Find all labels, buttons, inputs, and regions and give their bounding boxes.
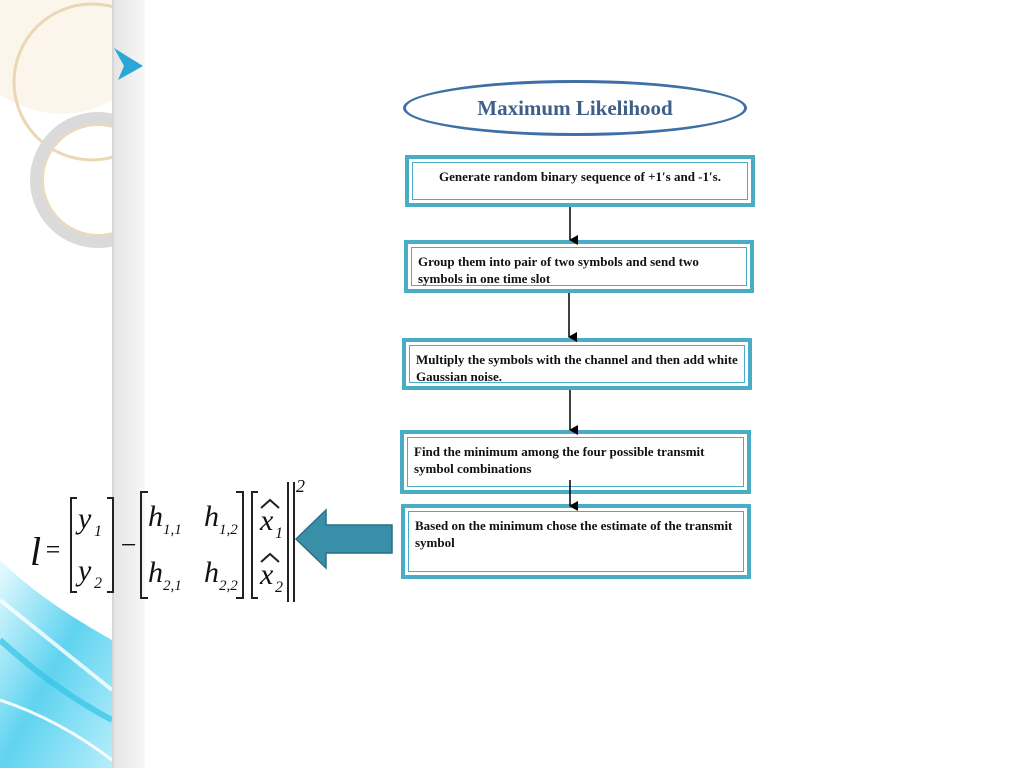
formula-y2-sub: 2 [94,575,102,592]
formula-minus: − [119,530,138,561]
formula-y1-sub: 1 [94,523,102,540]
formula-h11-sub: 1,1 [163,522,182,538]
formula-power: 2 [296,476,305,496]
flow-step-text: Group them into pair of two symbols and send two symbols in one time slot [411,247,747,286]
flow-step-text: Multiply the symbols with the channel and then add white Gaussian noise. [409,345,745,383]
formula-h22-sub: 2,2 [219,578,238,594]
formula-x1-sub: 1 [275,525,283,542]
formula-lhs: l [30,529,42,574]
flow-step-text: Generate random binary sequence of +1′s and -1′s. [412,162,748,200]
diagram-title: Maximum Likelihood [477,95,673,120]
formula-equals: = [44,535,62,564]
formula-h21-sub: 2,1 [163,578,182,594]
formula-h12: h [204,500,219,533]
formula-h11: h [148,500,163,533]
formula-h22: h [204,556,219,589]
formula-x2-sub: 2 [275,579,283,596]
formula-y1: y [78,502,92,535]
formula-h12-sub: 1,2 [219,522,238,538]
ml-formula [28,470,308,610]
formula-y2: y [78,554,92,587]
flow-step-text: Find the minimum among the four possible transmit symbol combinations [407,437,744,487]
left-arrow-icon [294,508,396,570]
formula-x2: x [260,558,274,591]
flow-step-text: Based on the minimum chose the estimate of the transmit symbol [408,511,744,572]
formula-x1: x [260,504,274,537]
formula-h21: h [148,556,163,589]
